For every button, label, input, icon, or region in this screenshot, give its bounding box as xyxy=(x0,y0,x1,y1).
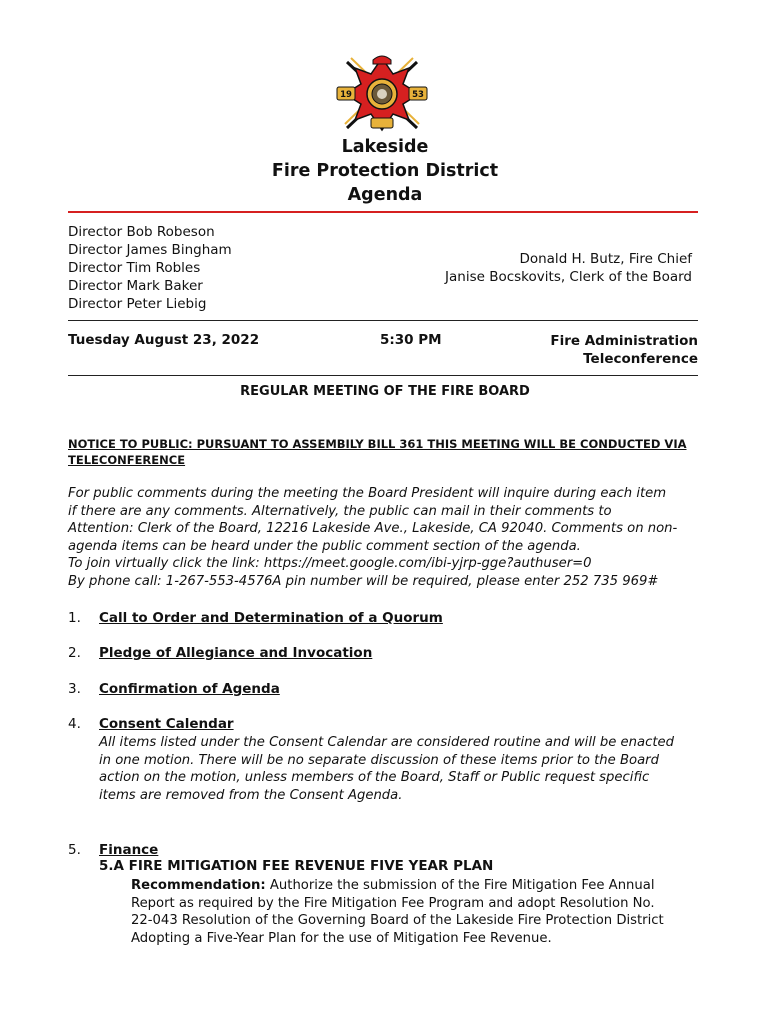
recommendation-text: Authorize the submission of the Fire Mitigation Fee Annual xyxy=(269,878,655,893)
phone-line: By phone call: 1-267-553-4576A pin number will be required, please enter 252 735 969# xyxy=(68,573,659,589)
recommendation-text: Adopting a Five-Year Plan for the use of Mitigation Fee Revenue. xyxy=(131,930,552,946)
meeting-location xyxy=(550,332,698,368)
notice-line: NOTICE TO PUBLIC: PURSUANT TO ASSEMBILY BILL 361 THIS MEETING WILL BE CONDUCTED VIA xyxy=(68,437,687,451)
item-title: Finance xyxy=(99,842,159,858)
item-title: Call to Order and Determination of a Quorum xyxy=(99,610,443,626)
description-line: in one motion. There will be no separate discussion of these items prior to the Board xyxy=(99,752,659,768)
location-line: Fire Administration xyxy=(550,333,698,349)
recommendation-label: Recommendation: xyxy=(131,878,266,893)
staff-entry: Donald H. Butz, Fire Chief xyxy=(519,251,692,267)
svg-text:53: 53 xyxy=(412,90,424,100)
svg-text:19: 19 xyxy=(340,90,352,100)
notice-line: TELECONFERENCE xyxy=(68,453,186,467)
director-entry: Director Mark Baker xyxy=(68,278,203,294)
meeting-date: Tuesday August 23, 2022 xyxy=(68,332,260,348)
finance-sub-item: 5.A FIRE MITIGATION FEE REVENUE FIVE YEAR PLAN xyxy=(99,858,494,874)
recommendation-text: 22-043 Resolution of the Governing Board of the Lakeside Fire Protection District xyxy=(131,913,664,929)
recommendation xyxy=(131,877,711,947)
public-comment-instructions xyxy=(68,485,708,591)
staff-entry: Janise Bocskovits, Clerk of the Board xyxy=(445,269,692,285)
directors-list xyxy=(68,223,232,313)
section-divider xyxy=(68,375,698,376)
item-number: 3. xyxy=(68,681,81,697)
description-line: action on the motion, unless members of the Board, Staff or Public request specific xyxy=(99,770,650,786)
public-notice xyxy=(68,436,698,468)
recommendation-text: Report as required by the Fire Mitigation Fee Program and adopt Resolution No. xyxy=(131,895,655,911)
agenda-title xyxy=(0,135,770,207)
item-title: Consent Calendar xyxy=(99,716,234,732)
instruction-line: agenda items can be heard under the public comment section of the agenda. xyxy=(68,538,581,554)
location-line: Teleconference xyxy=(583,351,698,367)
document-type: Agenda xyxy=(347,185,423,205)
header-divider xyxy=(68,211,698,213)
director-entry: Director Tim Robles xyxy=(68,260,201,276)
item-number: 5. xyxy=(68,842,81,858)
district-name: Lakeside xyxy=(341,137,429,157)
director-entry: Director Peter Liebig xyxy=(68,296,207,312)
consent-calendar-description xyxy=(99,734,709,804)
district-subtitle: Fire Protection District xyxy=(271,161,499,181)
item-number: 4. xyxy=(68,716,81,732)
section-divider xyxy=(68,320,698,321)
item-number: 1. xyxy=(68,610,81,626)
description-line: All items listed under the Consent Calendar are considered routine and will be enacted xyxy=(99,735,674,750)
instruction-line: For public comments during the meeting the Board President will inquire during each item xyxy=(68,486,667,501)
staff-list xyxy=(445,250,692,286)
meeting-title: REGULAR MEETING OF THE FIRE BOARD xyxy=(240,384,530,399)
instruction-line: Attention: Clerk of the Board, 12216 Lakeside Ave., Lakeside, CA 92040. Comments on non- xyxy=(68,521,678,537)
item-title: Confirmation of Agenda xyxy=(99,681,280,697)
meeting-link-line[interactable]: To join virtually click the link: https://meet.google.com/ibi-yjrp-gge?authuser=0 xyxy=(68,556,592,572)
director-entry: Director James Bingham xyxy=(68,242,232,258)
instruction-line: if there are any comments. Alternatively, the public can mail in their comments to xyxy=(68,503,612,519)
item-title: Pledge of Allegiance and Invocation xyxy=(99,645,373,661)
fire-district-emblem-icon xyxy=(333,52,431,136)
meeting-time: 5:30 PM xyxy=(380,332,442,348)
director-entry: Director Bob Robeson xyxy=(68,224,215,240)
description-line: items are removed from the Consent Agenda. xyxy=(99,787,403,803)
item-number: 2. xyxy=(68,645,81,661)
